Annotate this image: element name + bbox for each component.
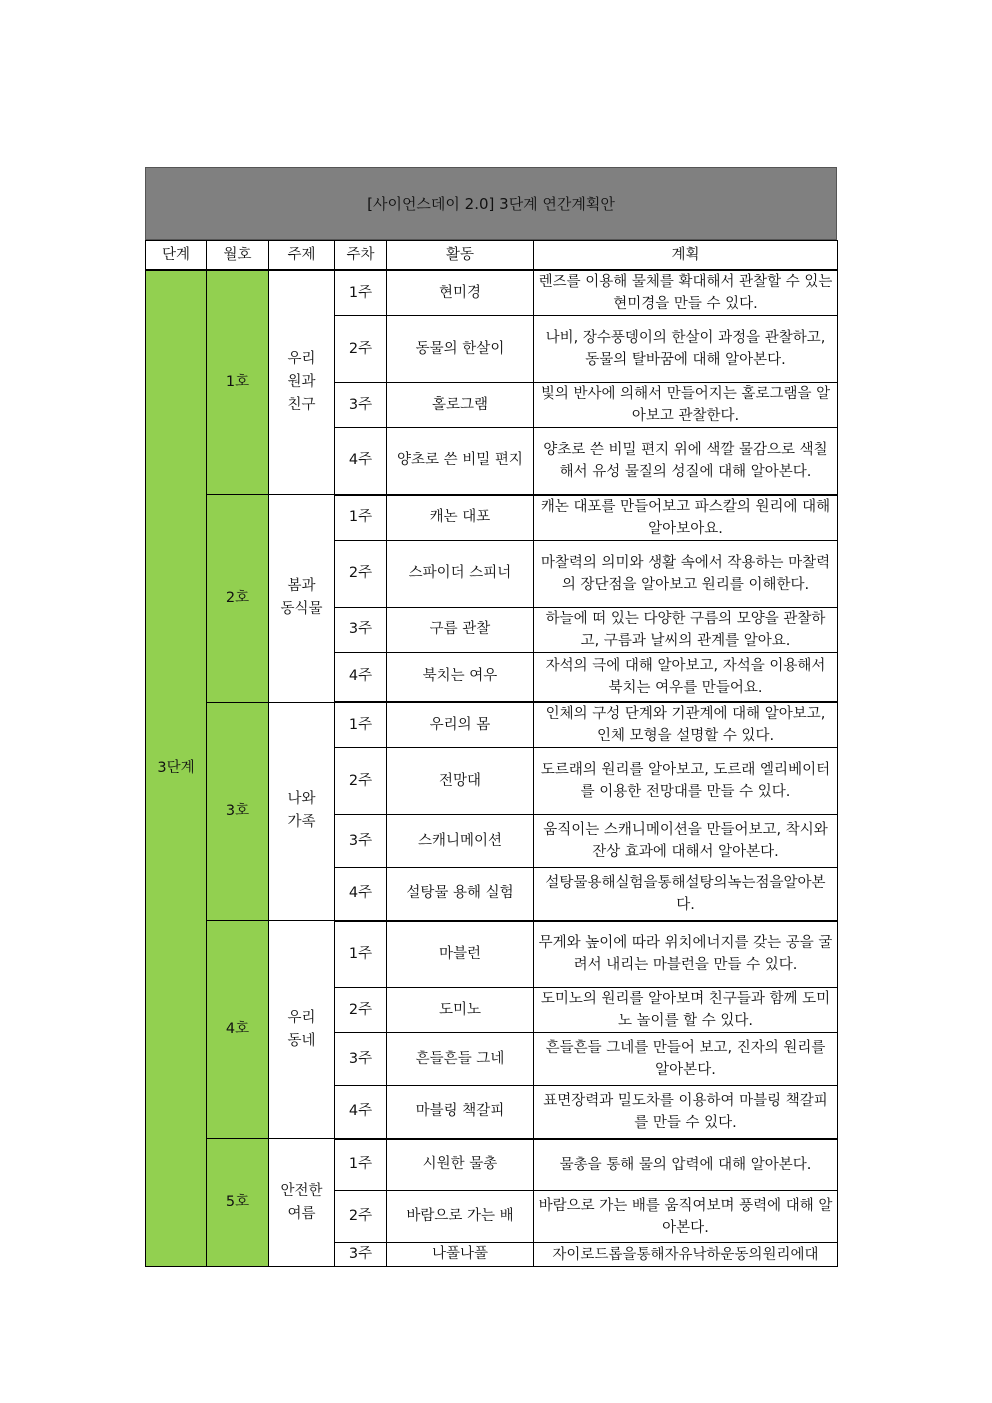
plan-cell: 도르래의 원리를 알아보고, 도르래 엘리베이터를 이용한 전망대를 만들 수 있다.	[534, 748, 838, 815]
issue-cell: 1호	[207, 270, 269, 495]
week-cell: 2주	[335, 540, 387, 607]
header-week: 주차	[335, 241, 387, 271]
activity-cell: 캐논 대포	[387, 495, 534, 541]
issue-cell: 2호	[207, 495, 269, 703]
header-plan: 계획	[534, 241, 838, 271]
page-title: [사이언스데이 2.0] 3단계 연간계획안	[145, 167, 837, 240]
theme-cell: 봄과 동식물	[269, 495, 335, 703]
plan-cell: 자이로드롭을통해자유낙하운동의원리에대	[534, 1243, 838, 1267]
plan-cell: 바람으로 가는 배를 움직여보며 풍력에 대해 알아본다.	[534, 1191, 838, 1243]
week-cell: 3주	[335, 607, 387, 652]
plan-cell: 흔들흔들 그네를 만들어 보고, 진자의 원리를 알아본다.	[534, 1033, 838, 1086]
week-cell: 1주	[335, 495, 387, 541]
plan-table	[145, 240, 838, 1267]
plan-cell: 인체의 구성 단계와 기관계에 대해 알아보고, 인체 모형을 설명할 수 있다.	[534, 702, 838, 748]
activity-cell: 흔들흔들 그네	[387, 1033, 534, 1086]
activity-cell: 현미경	[387, 270, 534, 316]
plan-cell: 설탕물용해실험을통해설탕의녹는점을알아본다.	[534, 868, 838, 921]
table-row	[146, 270, 838, 316]
week-cell: 4주	[335, 868, 387, 921]
table-row	[146, 921, 838, 988]
activity-cell: 나풀나풀	[387, 1243, 534, 1267]
week-cell: 4주	[335, 1086, 387, 1139]
theme-cell: 우리 원과 친구	[269, 270, 335, 495]
week-cell: 3주	[335, 1033, 387, 1086]
header-theme: 주제	[269, 241, 335, 271]
activity-cell: 도미노	[387, 988, 534, 1033]
activity-cell: 홀로그램	[387, 383, 534, 428]
activity-cell: 마블런	[387, 921, 534, 988]
theme-cell: 우리 동네	[269, 921, 335, 1139]
plan-cell: 도미노의 원리를 알아보며 친구들과 함께 도미노 놀이를 할 수 있다.	[534, 988, 838, 1033]
activity-cell: 구름 관찰	[387, 607, 534, 652]
week-cell: 2주	[335, 748, 387, 815]
plan-cell: 나비, 장수풍뎅이의 한살이 과정을 관찰하고, 동물의 탈바꿈에 대해 알아본다.	[534, 316, 838, 383]
table-row	[146, 495, 838, 541]
plan-cell: 무게와 높이에 따라 위치에너지를 갖는 공을 굴려서 내리는 마블런을 만들 수 있다.	[534, 921, 838, 988]
week-cell: 2주	[335, 316, 387, 383]
week-cell: 4주	[335, 428, 387, 495]
activity-cell: 바람으로 가는 배	[387, 1191, 534, 1243]
activity-cell: 마블링 책갈피	[387, 1086, 534, 1139]
plan-cell: 양초로 쓴 비밀 편지 위에 색깔 물감으로 색칠해서 유성 물질의 성질에 대해 알아본다.	[534, 428, 838, 495]
activity-cell: 스파이더 스피너	[387, 540, 534, 607]
activity-cell: 스캐니메이션	[387, 815, 534, 868]
header-row	[146, 241, 838, 271]
activity-cell: 설탕물 용해 실험	[387, 868, 534, 921]
header-activity: 활동	[387, 241, 534, 271]
activity-cell: 시원한 물총	[387, 1139, 534, 1191]
plan-cell: 빛의 반사에 의해서 만들어지는 홀로그램을 알아보고 관찰한다.	[534, 383, 838, 428]
header-level: 단계	[146, 241, 207, 271]
table-row	[146, 1139, 838, 1191]
plan-cell: 하늘에 떠 있는 다양한 구름의 모양을 관찰하고, 구름과 날씨의 관계를 알아요.	[534, 607, 838, 652]
activity-cell: 전망대	[387, 748, 534, 815]
week-cell: 1주	[335, 921, 387, 988]
week-cell: 3주	[335, 383, 387, 428]
week-cell: 2주	[335, 1191, 387, 1243]
plan-cell: 표면장력과 밀도차를 이용하여 마블링 책갈피를 만들 수 있다.	[534, 1086, 838, 1139]
header-issue: 월호	[207, 241, 269, 271]
theme-cell: 안전한 여름	[269, 1139, 335, 1267]
plan-cell: 물총을 통해 물의 압력에 대해 알아본다.	[534, 1139, 838, 1191]
plan-cell: 캐논 대포를 만들어보고 파스칼의 원리에 대해 알아보아요.	[534, 495, 838, 541]
week-cell: 2주	[335, 988, 387, 1033]
plan-cell: 움직이는 스캐니메이션을 만들어보고, 착시와 잔상 효과에 대해서 알아본다.	[534, 815, 838, 868]
activity-cell: 우리의 몸	[387, 702, 534, 748]
week-cell: 3주	[335, 1243, 387, 1267]
annual-plan-sheet	[145, 167, 837, 1267]
activity-cell: 양초로 쓴 비밀 편지	[387, 428, 534, 495]
issue-cell: 5호	[207, 1139, 269, 1267]
plan-cell: 렌즈를 이용해 물체를 확대해서 관찰할 수 있는 현미경을 만들 수 있다.	[534, 270, 838, 316]
plan-cell: 마찰력의 의미와 생활 속에서 작용하는 마찰력의 장단점을 알아보고 원리를 이해한다.	[534, 540, 838, 607]
week-cell: 1주	[335, 702, 387, 748]
week-cell: 1주	[335, 270, 387, 316]
level-cell: 3단계	[146, 270, 207, 1267]
theme-cell: 나와 가족	[269, 702, 335, 921]
issue-cell: 4호	[207, 921, 269, 1139]
activity-cell: 북치는 여우	[387, 652, 534, 702]
table-row	[146, 702, 838, 748]
activity-cell: 동물의 한살이	[387, 316, 534, 383]
week-cell: 1주	[335, 1139, 387, 1191]
plan-cell: 자석의 극에 대해 알아보고, 자석을 이용해서 북치는 여우를 만들어요.	[534, 652, 838, 702]
issue-cell: 3호	[207, 702, 269, 921]
plan-body	[146, 270, 838, 1267]
week-cell: 3주	[335, 815, 387, 868]
week-cell: 4주	[335, 652, 387, 702]
